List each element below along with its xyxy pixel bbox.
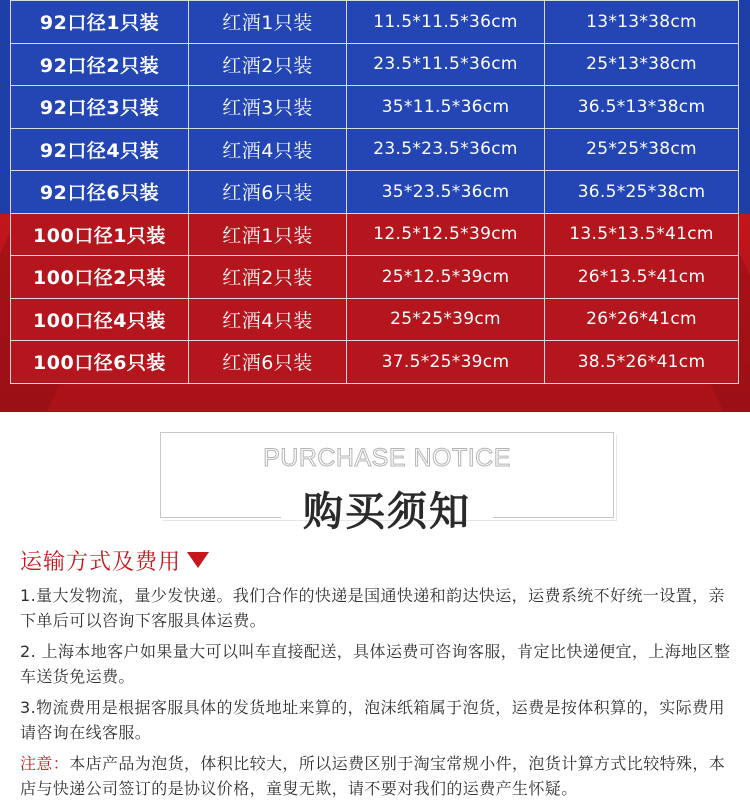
spec-cell: 92口径1只装 — [11, 1, 189, 44]
outer-size-cell: 36.5*25*38cm — [545, 171, 739, 214]
inner-size-cell: 12.5*12.5*39cm — [347, 213, 545, 256]
content-cell: 红酒4只装 — [189, 128, 347, 171]
content-cell: 红酒2只装 — [189, 256, 347, 299]
note-text: 本店产品为泡货，体积比较大，所以运费区别于淘宝常规小件，泡货计算方式比较特殊，本店与快递公司签订的是协议价格，童叟无欺，请不要对我们的运费产生怀疑。 — [20, 754, 726, 798]
table-row — [11, 128, 739, 171]
shipping-paragraph-1: 1.量大发物流，量少发快递。我们合作的快递是国通快递和韵达快运，运费系统不好统一设置，亲下单后可以咨询下客服具体运费。 — [20, 586, 725, 630]
table-row — [11, 256, 739, 299]
content-cell: 红酒6只装 — [189, 341, 347, 384]
spec-cell: 92口径6只装 — [11, 171, 189, 214]
spec-cell: 100口径4只装 — [11, 298, 189, 341]
spec-cell: 100口径6只装 — [11, 341, 189, 384]
chinese-title: 购买须知 — [303, 489, 471, 535]
packaging-spec-table — [10, 0, 739, 384]
inner-size-cell: 11.5*11.5*36cm — [347, 1, 545, 44]
inner-size-cell: 23.5*11.5*36cm — [347, 43, 545, 86]
content-cell: 红酒2只装 — [189, 43, 347, 86]
triangle-down-icon — [187, 552, 209, 568]
table-row — [11, 213, 739, 256]
inner-size-cell: 37.5*25*39cm — [347, 341, 545, 384]
content-cell: 红酒4只装 — [189, 298, 347, 341]
table-row — [11, 171, 739, 214]
purchase-notice-header — [0, 412, 750, 542]
spec-cell: 92口径3只装 — [11, 86, 189, 129]
inner-size-cell: 35*23.5*36cm — [347, 171, 545, 214]
shipping-note — [20, 751, 740, 801]
content-cell: 红酒6只装 — [189, 171, 347, 214]
spec-cell: 100口径1只装 — [11, 213, 189, 256]
table-row — [11, 86, 739, 129]
english-title: PURCHASE NOTICE — [263, 444, 511, 472]
content-cell: 红酒1只装 — [189, 213, 347, 256]
outer-size-cell: 25*13*38cm — [545, 43, 739, 86]
content-cell: 红酒3只装 — [189, 86, 347, 129]
inner-size-cell: 35*11.5*36cm — [347, 86, 545, 129]
outer-size-cell: 26*26*41cm — [545, 298, 739, 341]
shipping-section — [20, 543, 740, 801]
outer-size-cell: 38.5*26*41cm — [545, 341, 739, 384]
shipping-paragraph-3: 3.物流费用是根据客服具体的发货地址来算的，泡沫纸箱属于泡货，运费是按体积算的，实际费用请咨询在线客服。 — [20, 698, 725, 742]
inner-size-cell: 23.5*23.5*36cm — [347, 128, 545, 171]
section-title-text: 运输方式及费用 — [20, 549, 182, 575]
table-row — [11, 43, 739, 86]
inner-size-cell: 25*12.5*39cm — [347, 256, 545, 299]
table-row — [11, 341, 739, 384]
outer-size-cell: 36.5*13*38cm — [545, 86, 739, 129]
outer-size-cell: 13.5*13.5*41cm — [545, 213, 739, 256]
spec-cell: 92口径4只装 — [11, 128, 189, 171]
section-title — [20, 543, 740, 577]
note-label: 注意： — [20, 754, 70, 773]
content-cell: 红酒1只装 — [189, 1, 347, 44]
table-row — [11, 298, 739, 341]
inner-size-cell: 25*25*39cm — [347, 298, 545, 341]
spec-cell: 92口径2只装 — [11, 43, 189, 86]
outer-size-cell: 13*13*38cm — [545, 1, 739, 44]
shipping-paragraph-2: 2. 上海本地客户如果量大可以叫车直接配送，具体运费可咨询客服，肯定比快递便宜，上海地区整车送货免运费。 — [20, 642, 731, 686]
outer-size-cell: 25*25*38cm — [545, 128, 739, 171]
table-row — [11, 1, 739, 44]
outer-size-cell: 26*13.5*41cm — [545, 256, 739, 299]
spec-cell: 100口径2只装 — [11, 256, 189, 299]
